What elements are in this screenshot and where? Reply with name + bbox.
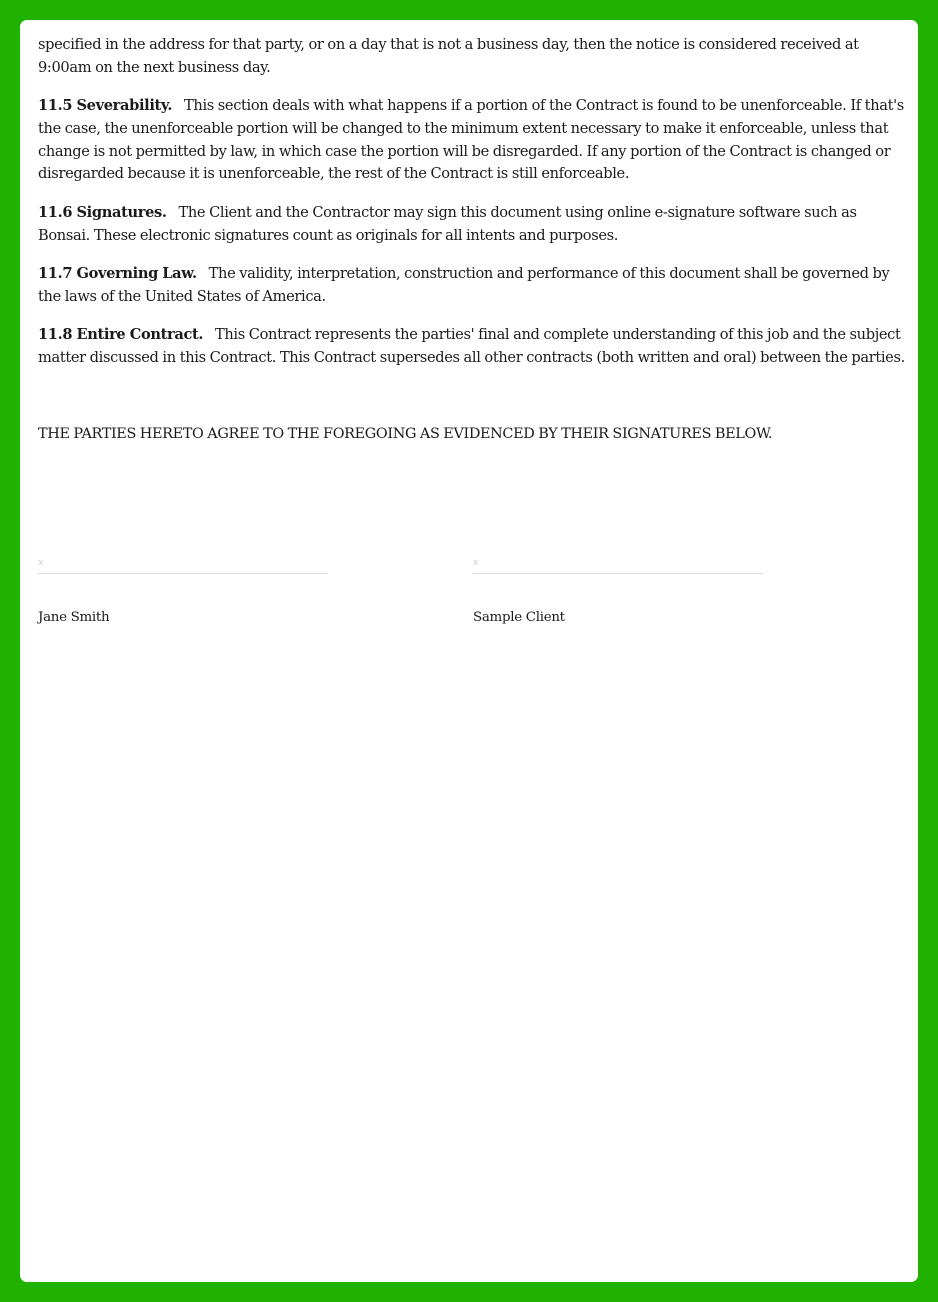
section-governing-law <box>38 263 910 309</box>
section-text: This section deals with what happens if a portion of the Contract is found to be unenforceable. If that's the case, the unenforceable portion will be changed to the minimum extent necessary to make it enforceable, unless that change is not permitted by law, in which case the portion will be disregarded. If any portion of the Contract is changed or disregarded because it is unenforceable, the rest of the Contract is still enforceable. <box>38 97 904 183</box>
section-severability <box>38 95 910 186</box>
signature-marker: x <box>473 558 479 568</box>
section-text: The validity, interpretation, construction and performance of this document shall be governed by the laws of the United States of America. <box>38 264 890 305</box>
contractor-signature-block <box>38 556 328 625</box>
client-name: Sample Client <box>473 610 565 625</box>
client-signature-field[interactable] <box>473 556 763 574</box>
section-heading: 11.8 Entire Contract. <box>38 325 204 343</box>
section-signatures <box>38 202 910 248</box>
section-heading: 11.7 Governing Law. <box>38 264 197 282</box>
section-text: The Client and the Contractor may sign this document using online e-signature software such as Bonsai. These electronic signatures count as originals for all intents and purposes. <box>38 203 857 244</box>
contract-body <box>38 34 910 385</box>
contractor-name: Jane Smith <box>38 610 110 625</box>
contractor-signature-field[interactable] <box>38 556 328 574</box>
signature-marker: x <box>38 558 44 568</box>
client-signature-block <box>473 556 763 625</box>
notice-continuation: specified in the address for that party, or on a day that is not a business day, then the notice is considered received at 9:00am on the next business day. <box>38 36 859 76</box>
section-heading: 11.5 Severability. <box>38 97 173 115</box>
agreement-statement: THE PARTIES HERETO AGREE TO THE FOREGOING AS EVIDENCED BY THEIR SIGNATURES BELOW. <box>38 426 773 442</box>
section-entire-contract <box>38 324 910 370</box>
section-text: This Contract represents the parties' final and complete understanding of this job and the subject matter discussed in this Contract. This Contract supersedes all other contracts (both written and oral) between the parties. <box>38 325 905 366</box>
section-heading: 11.6 Signatures. <box>38 203 167 221</box>
contract-page <box>20 20 918 1282</box>
